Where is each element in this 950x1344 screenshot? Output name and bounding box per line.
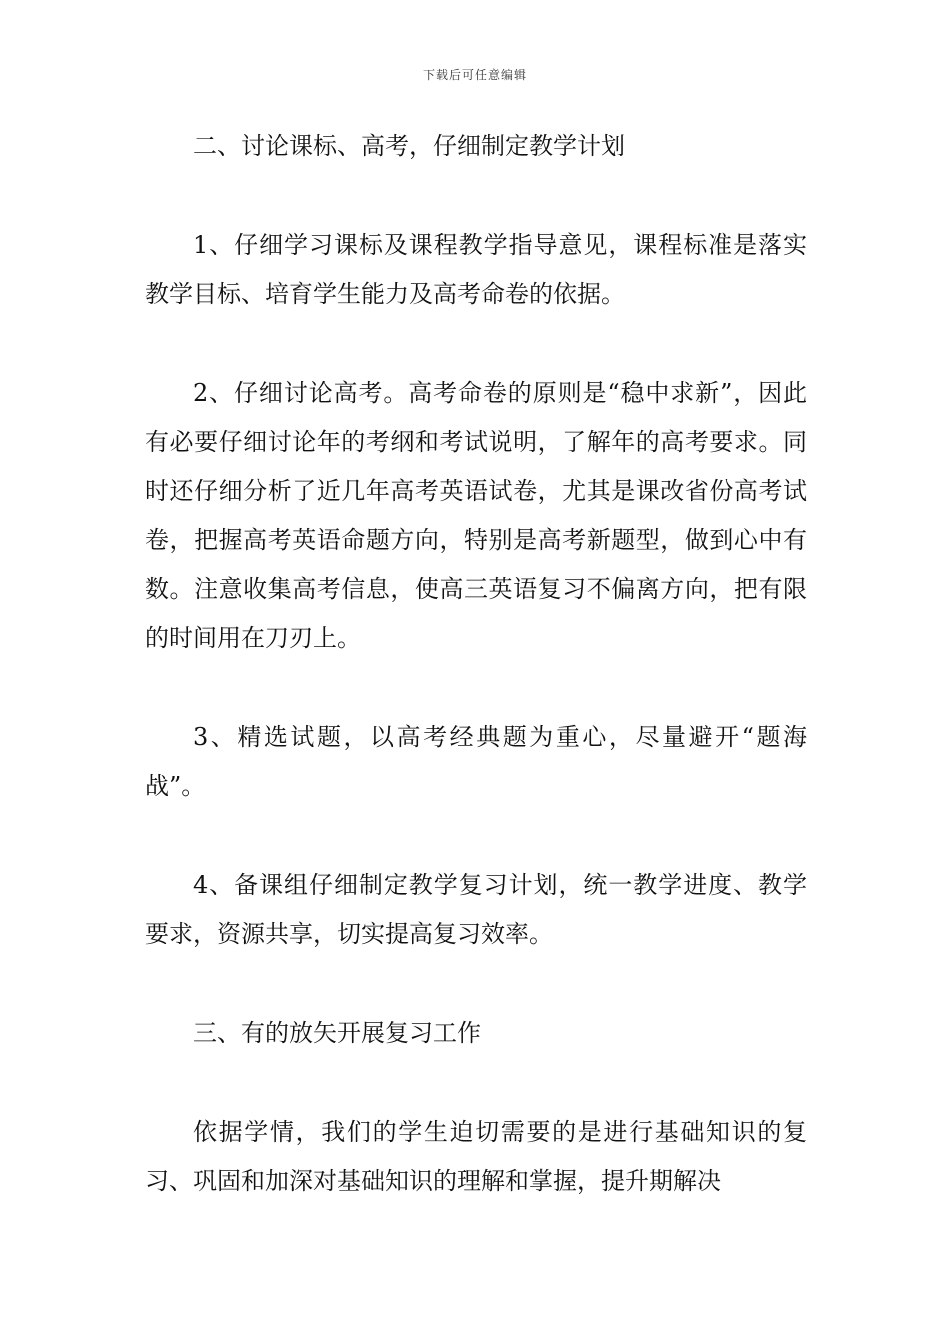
- paragraph-gap: [145, 663, 807, 713]
- paragraph-gap: [145, 171, 807, 221]
- paragraph-item-4: 4、备课组仔细制定教学复习计划，统一教学进度、教学要求，资源共享，切实提高复习效率。: [145, 871, 807, 948]
- paragraph-item-3: 3、精选试题，以高考经典题为重心，尽量避开“题海战”。: [145, 723, 807, 800]
- paragraph-gap: [145, 811, 807, 861]
- document-body: [145, 122, 807, 1206]
- paragraph-gap: [145, 1058, 807, 1108]
- section-heading-3: 三、有的放矢开展复习工作: [193, 1019, 481, 1047]
- paragraph-item-1: 1、仔细学习课标及课程教学指导意见，课程标准是落实教学目标、培育学生能力及高考命卷的依据。: [145, 231, 807, 308]
- section-heading-2: 二、讨论课标、高考，仔细制定教学计划: [193, 132, 625, 160]
- paragraph-gap: [145, 319, 807, 369]
- header-note: 下载后可任意编辑: [422, 68, 527, 82]
- paragraph-item-2: 2、仔细讨论高考。高考命卷的原则是“稳中求新”，因此有必要仔细讨论年的考纲和考试说明，了解年的高考要求。同时还仔细分析了近几年高考英语试卷，尤其是课改省份高考试卷，把握高考英语命题方向，特别是高考新题型，做到心中有数。注意收集高考信息，使高三英语复习不偏离方向，把有限的时间用在刀刃上。: [145, 379, 807, 652]
- paragraph-body: 依据学情，我们的学生迫切需要的是进行基础知识的复习、巩固和加深对基础知识的理解和掌握，提升期解决: [145, 1118, 807, 1195]
- paragraph-gap: [145, 959, 807, 1009]
